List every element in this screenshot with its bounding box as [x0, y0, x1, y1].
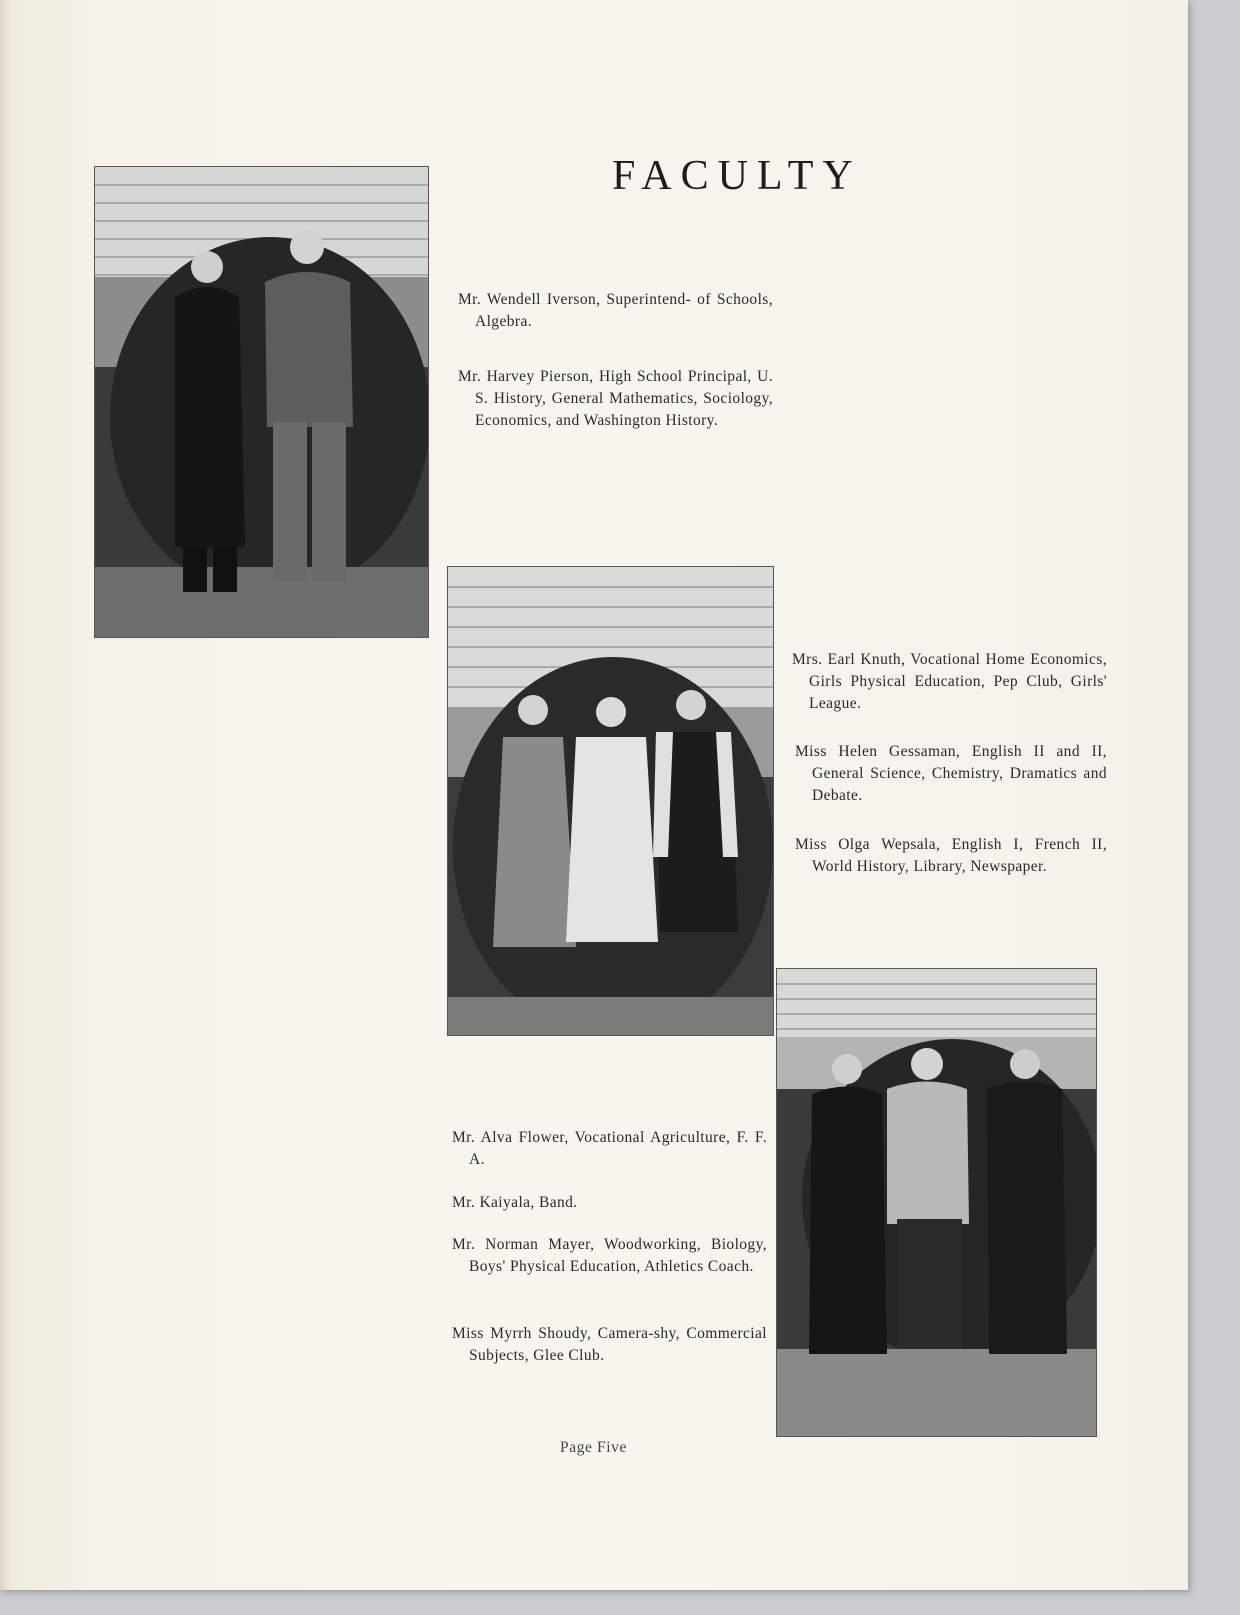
faculty-entry-kaiyala: Mr. Kaiyala, Band. — [452, 1194, 578, 1211]
page-title: FACULTY — [612, 153, 862, 199]
faculty-entry-gessaman: Miss Helen Gessaman, English II and II, General Science, Chemistry, Dramatics and Debate. — [795, 743, 1107, 804]
faculty-photo-three-men — [777, 969, 1096, 1436]
faculty-photo-two-men — [95, 167, 428, 637]
page-number: Page Five — [560, 1439, 627, 1456]
faculty-entry-wepsala: Miss Olga Wepsala, English I, French II, World History, Library, Newspaper. — [795, 836, 1107, 875]
faculty-entry-pierson: Mr. Harvey Pierson, High School Principal, U. S. History, General Mathematics, Sociology, Economics, and Washington History. — [458, 368, 773, 429]
faculty-entry-shoudy: Miss Myrrh Shoudy, Camera-shy, Commercial Subjects, Glee Club. — [452, 1325, 767, 1364]
faculty-entry-knuth: Mrs. Earl Knuth, Vocational Home Economics, Girls Physical Education, Pep Club, Girls' League. — [792, 651, 1107, 712]
faculty-photo-three-women — [448, 567, 773, 1035]
faculty-entry-mayer: Mr. Norman Mayer, Woodworking, Biology, Boys' Physical Education, Athletics Coach. — [452, 1236, 767, 1275]
faculty-entry-iverson: Mr. Wendell Iverson, Superintend- of Schools, Algebra. — [458, 291, 773, 330]
faculty-entry-flower: Mr. Alva Flower, Vocational Agriculture, F. F. A. — [452, 1129, 767, 1168]
